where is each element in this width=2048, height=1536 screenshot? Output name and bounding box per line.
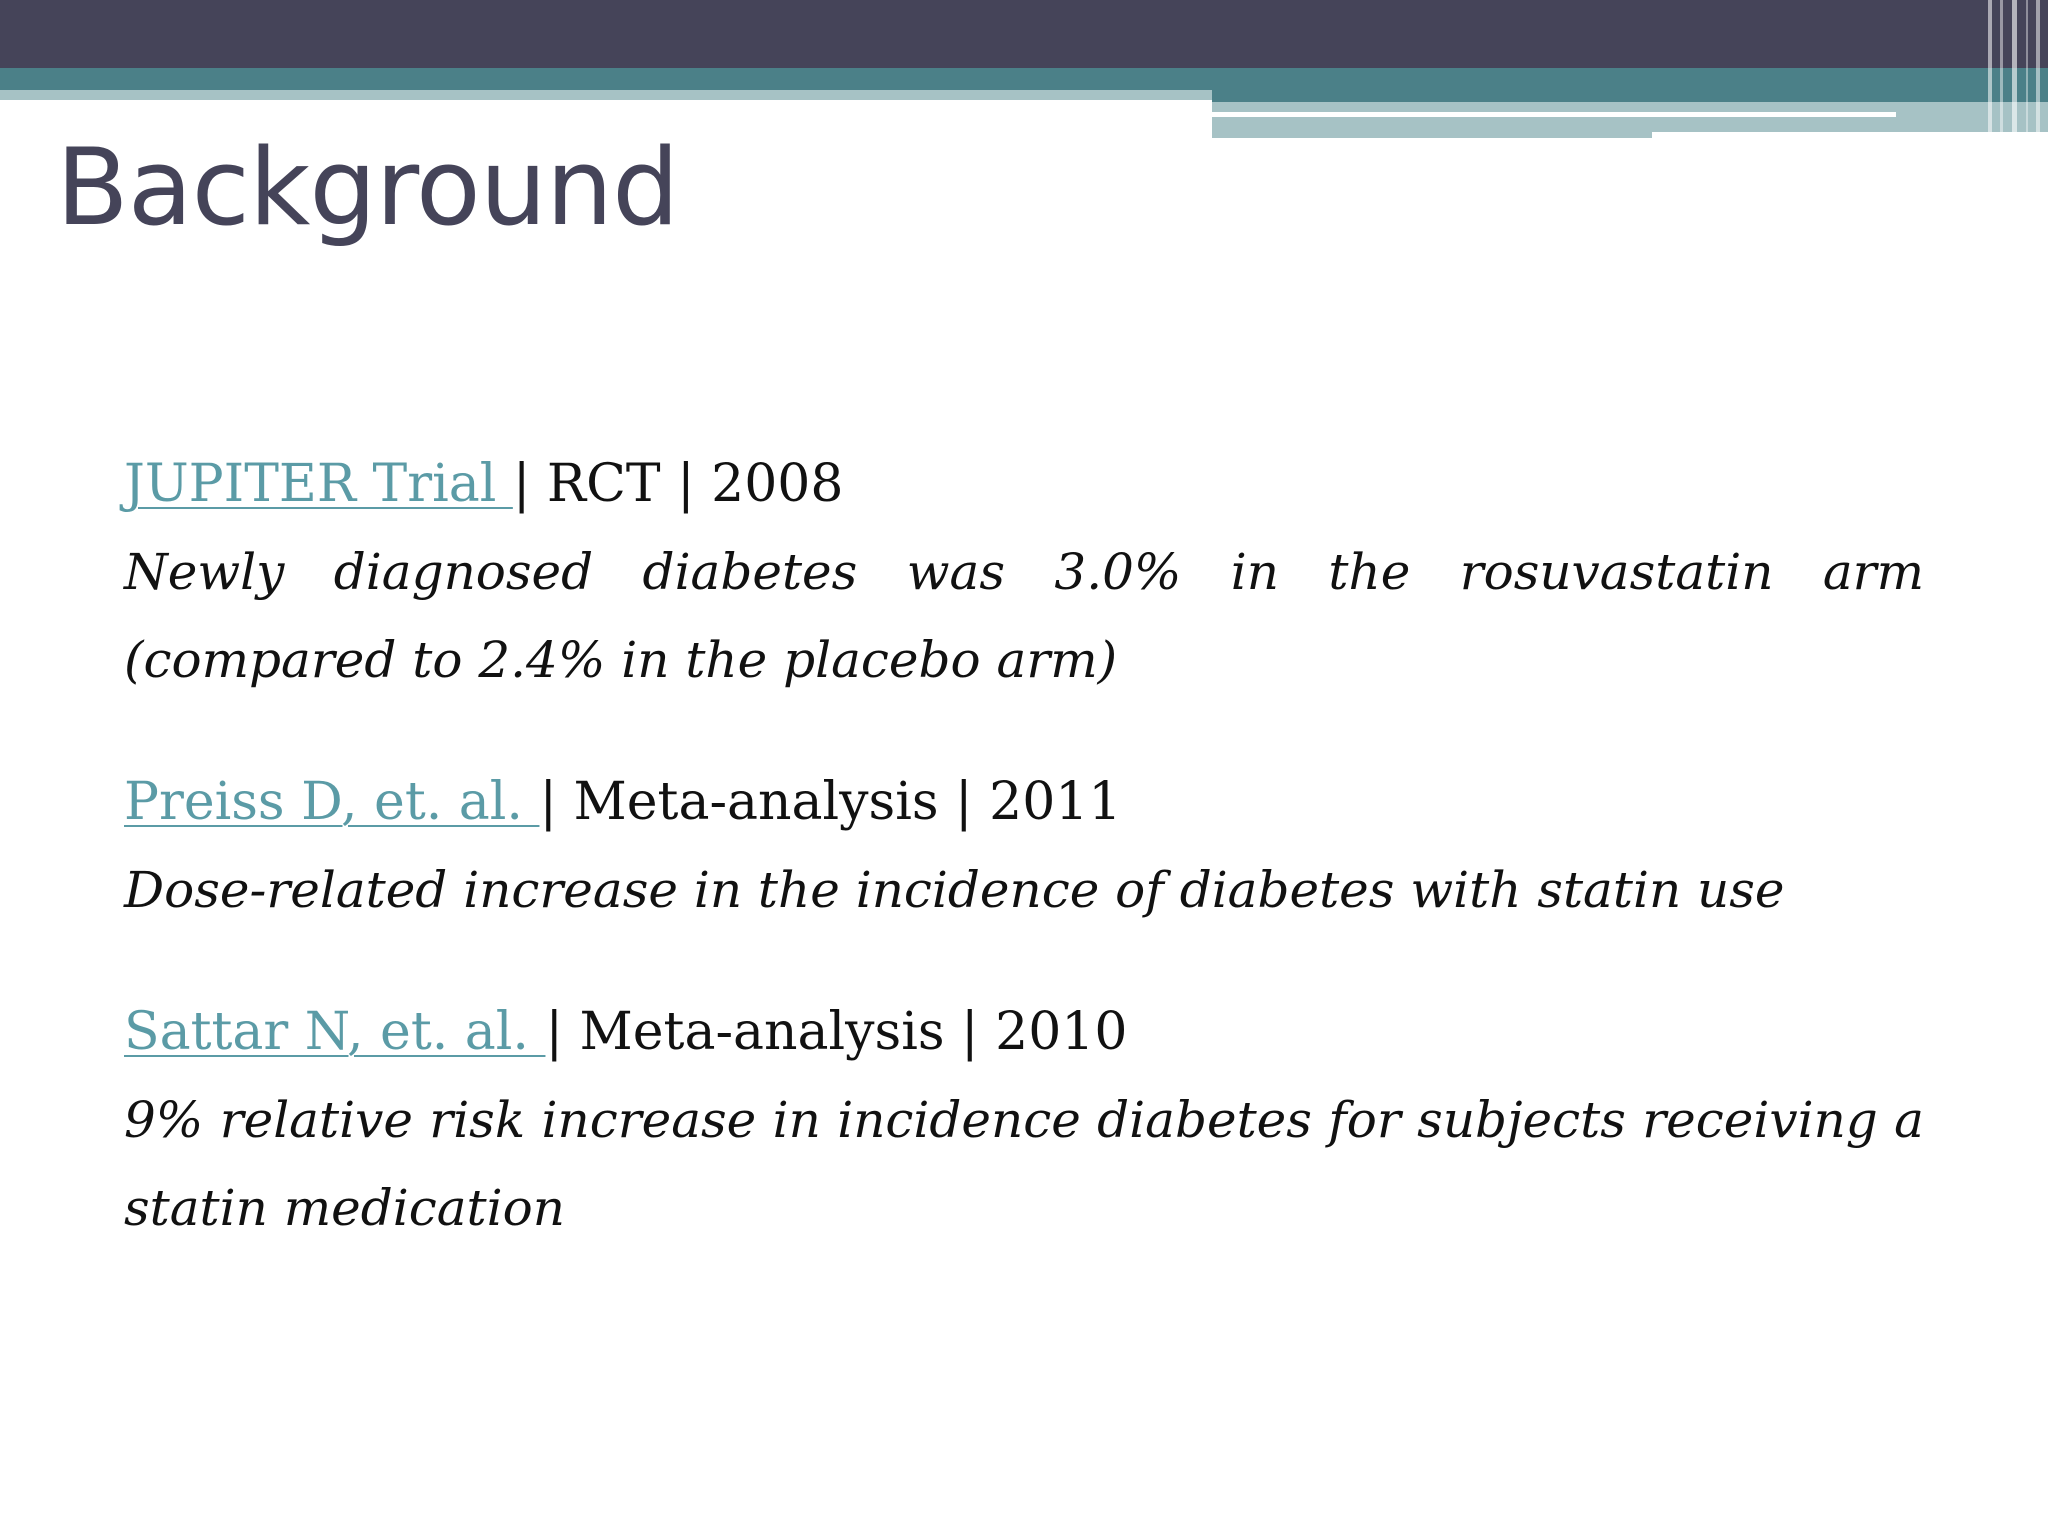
reference-heading — [124, 988, 1924, 1076]
reference-heading — [124, 440, 1924, 528]
separator: | — [539, 772, 574, 832]
header-band-dark — [0, 0, 2048, 68]
header-stripe — [2012, 0, 2017, 138]
separator: | — [938, 772, 990, 832]
header-stripe — [2026, 0, 2028, 138]
header-stripe — [2000, 0, 2003, 138]
study-type: Meta-analysis — [573, 772, 939, 832]
reference-description: 9% relative risk increase in incidence diabetes for subjects receiving a statin medication — [124, 1091, 1924, 1237]
study-type: Meta-analysis — [579, 1002, 945, 1062]
header-stripe — [1988, 0, 1992, 138]
separator: | — [944, 1002, 996, 1062]
header-accent-line — [1212, 112, 1896, 117]
preiss-link[interactable]: Preiss D, et. al. — [124, 772, 540, 832]
reference-entry-jupiter — [124, 440, 1924, 704]
reference-entry-preiss — [124, 758, 1924, 934]
slide-content — [124, 440, 1924, 1306]
header-band-teal — [0, 68, 2048, 90]
reference-description: Dose-related increase in the incidence of diabetes with statin use — [124, 861, 1785, 919]
reference-entry-sattar — [124, 988, 1924, 1252]
sattar-link[interactable]: Sattar N, et. al. — [124, 1002, 546, 1062]
separator: | — [660, 454, 712, 514]
study-year: 2011 — [989, 772, 1122, 832]
study-year: 2010 — [995, 1002, 1128, 1062]
study-year: 2008 — [711, 454, 844, 514]
study-type: RCT — [546, 454, 661, 514]
reference-heading — [124, 758, 1924, 846]
reference-description: Newly diagnosed diabetes was 3.0% in the rosuvastatin arm (compared to 2.4% in the placebo arm) — [124, 543, 1924, 689]
separator: | — [512, 454, 547, 514]
slide-title: Background — [56, 126, 679, 249]
jupiter-trial-link[interactable]: JUPITER Trial — [124, 454, 513, 514]
separator: | — [545, 1002, 580, 1062]
header-band-light-left — [0, 90, 1212, 100]
header-band-teal-right — [1212, 90, 2048, 102]
header-stripe — [2036, 0, 2040, 138]
